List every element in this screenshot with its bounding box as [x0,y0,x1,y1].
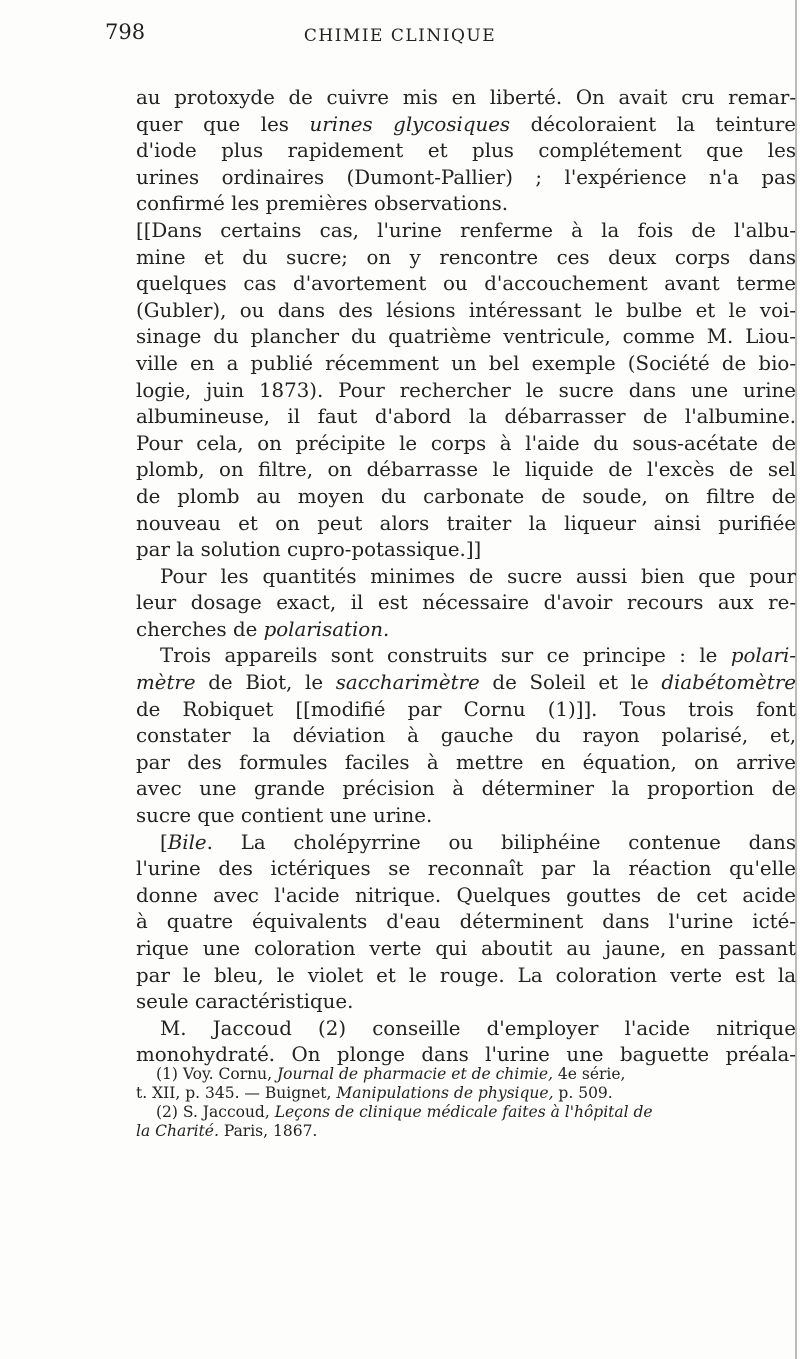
footnote-line [136,1103,796,1122]
text-line [136,138,796,165]
text-line [136,697,796,724]
footnote-line [136,1084,796,1103]
text-line [136,1016,796,1043]
text-line [136,112,796,139]
text-line [136,324,796,351]
text-line [136,590,796,617]
text-segment: nouveau et on peut alors traiter la liqueur ainsi purifiée [136,511,796,535]
text-line [136,351,796,378]
text-segment: constater la déviation à gauche du rayon polarisé, et, [136,724,796,748]
text-line [136,617,796,644]
footnotes [136,1065,796,1141]
text-segment: [ [160,830,168,854]
text-segment: diabétomètre [661,671,796,695]
text-segment: p. 509. [553,1084,613,1102]
text-segment: (1) Voy. Cornu, [156,1065,277,1083]
text-segment: donne avec l'acide nitrique. Quelques gouttes de cet acide [136,883,796,907]
text-line [136,830,796,857]
text-segment: confirmé les premières observations. [136,192,509,216]
text-segment: t. XII, p. 345. — Buignet, [136,1084,337,1102]
text-segment: urines ordinaires (Dumont-Pallier) ; l'expérience n'a pas [136,165,796,189]
text-line [136,191,796,218]
text-segment: (2) S. Jaccoud, [156,1103,275,1121]
text-line [136,750,796,777]
text-segment: Pour les quantités minimes de sucre aussi bien que pour [160,564,796,588]
text-line [136,883,796,910]
text-segment: rique une coloration verte qui aboutit au jaune, en passant [136,937,796,960]
text-segment: Trois appareils sont construits sur ce principe : le [160,644,731,668]
text-segment: seule caractéristique. [136,990,354,1014]
text-segment: de plomb au moyen du carbonate de soude, on filtre de [136,484,796,508]
text-segment: par des formules faciles à mettre en équation, on arrive [136,750,796,774]
text-segment: l'urine des ictériques se reconnaît par la réaction qu'elle [136,857,796,881]
text-segment: polarisation. [263,617,390,641]
text-line [136,218,796,245]
text-line [136,856,796,883]
text-line [136,989,796,1016]
text-segment: Pour cela, on précipite le corps à l'aide du sous-acétate de [136,431,796,455]
text-segment: logie, juin 1873). Pour rechercher le sucre dans une urine [136,378,796,402]
text-segment: sucre que contient une urine. [136,804,433,828]
text-segment: mètre [136,671,196,695]
text-segment: la Charité. [136,1122,219,1140]
text-segment: mine et du sucre; on y rencontre ces deux corps dans [136,245,796,269]
text-segment: leur dosage exact, il est nécessaire d'avoir recours aux re- [136,591,796,615]
text-segment: au protoxyde de cuivre mis en liberté. On avait cru remar- [136,86,796,109]
text-segment: avec une grande précision à déterminer la proportion de [136,777,796,801]
text-segment: sinage du plancher du quatrième ventricule, comme M. Liou- [136,325,796,349]
text-line [136,511,796,538]
text-segment: . La cholépyrrine ou biliphéine contenue dans [206,830,796,854]
text-line [136,643,796,670]
text-segment: de Biot, le [195,671,336,695]
body-text [136,85,796,1069]
text-line [136,936,796,963]
text-segment: albumineuse, il faut d'abord la débarrasser de l'albumine. [136,405,796,429]
page-header [0,18,800,58]
text-line [136,776,796,803]
running-head: CHIMIE CLINIQUE [303,26,497,46]
text-line [136,245,796,272]
text-line [136,670,796,697]
text-line [136,564,796,591]
text-line [136,909,796,936]
text-segment: (Gubler), ou dans des lésions intéressant le bulbe et le voi- [136,298,796,322]
text-line [136,298,796,325]
text-segment: Paris, 1867. [218,1122,318,1140]
text-segment: 4e série, [553,1065,626,1083]
text-segment: quer que les [136,112,310,136]
text-segment: de Robiquet [[modifié par Cornu (1)]]. Tous trois font [136,697,796,721]
text-line [136,85,796,112]
text-segment: plomb, on filtre, on débarrasse le liquide de l'excès de sel [136,458,796,482]
text-segment: d'iode plus rapidement et plus complétement que les [136,139,796,163]
text-segment: M. Jaccoud (2) conseille d'employer l'acide nitrique [160,1016,796,1040]
text-line [136,963,796,990]
text-segment: de Soleil et le [479,671,662,695]
text-line [136,723,796,750]
text-segment: [[Dans certains cas, l'urine renferme à la fois de l'albu- [136,218,796,242]
footnote-line [136,1065,796,1084]
text-line [136,484,796,511]
text-segment: par la solution cupro-potassique.]] [136,538,482,562]
text-segment: cherches de [136,617,264,641]
text-line [136,803,796,830]
text-segment: urines glycosiques [309,112,511,136]
text-segment: décoloraient la teinture [510,112,796,136]
text-segment: saccharimètre [335,671,480,695]
text-line [136,271,796,298]
footnote-line [136,1122,796,1141]
text-segment: monohydraté. On plonge dans l'urine une baguette préala- [136,1043,796,1067]
text-line [136,537,796,564]
text-segment: Manipulations de physique, [336,1084,554,1102]
text-segment: Journal de pharmacie et de chimie, [276,1065,553,1083]
text-segment: à quatre équivalents d'eau déterminent dans l'urine icté- [136,910,796,934]
text-line [136,378,796,405]
text-line [136,431,796,458]
text-segment: Leçons de clinique médicale faites à l'hôpital de [274,1103,653,1121]
text-segment: ville en a publié récemment un bel exemple (Société de bio- [136,351,796,375]
text-segment: quelques cas d'avortement ou d'accouchement avant terme [136,272,796,296]
text-line [136,404,796,431]
text-line [136,165,796,192]
text-segment: par le bleu, le violet et le rouge. La coloration verte est la [136,963,796,987]
text-segment: polari- [730,644,796,668]
text-line [136,457,796,484]
text-segment: Bile [167,830,207,854]
page-number: 798 [105,20,146,44]
